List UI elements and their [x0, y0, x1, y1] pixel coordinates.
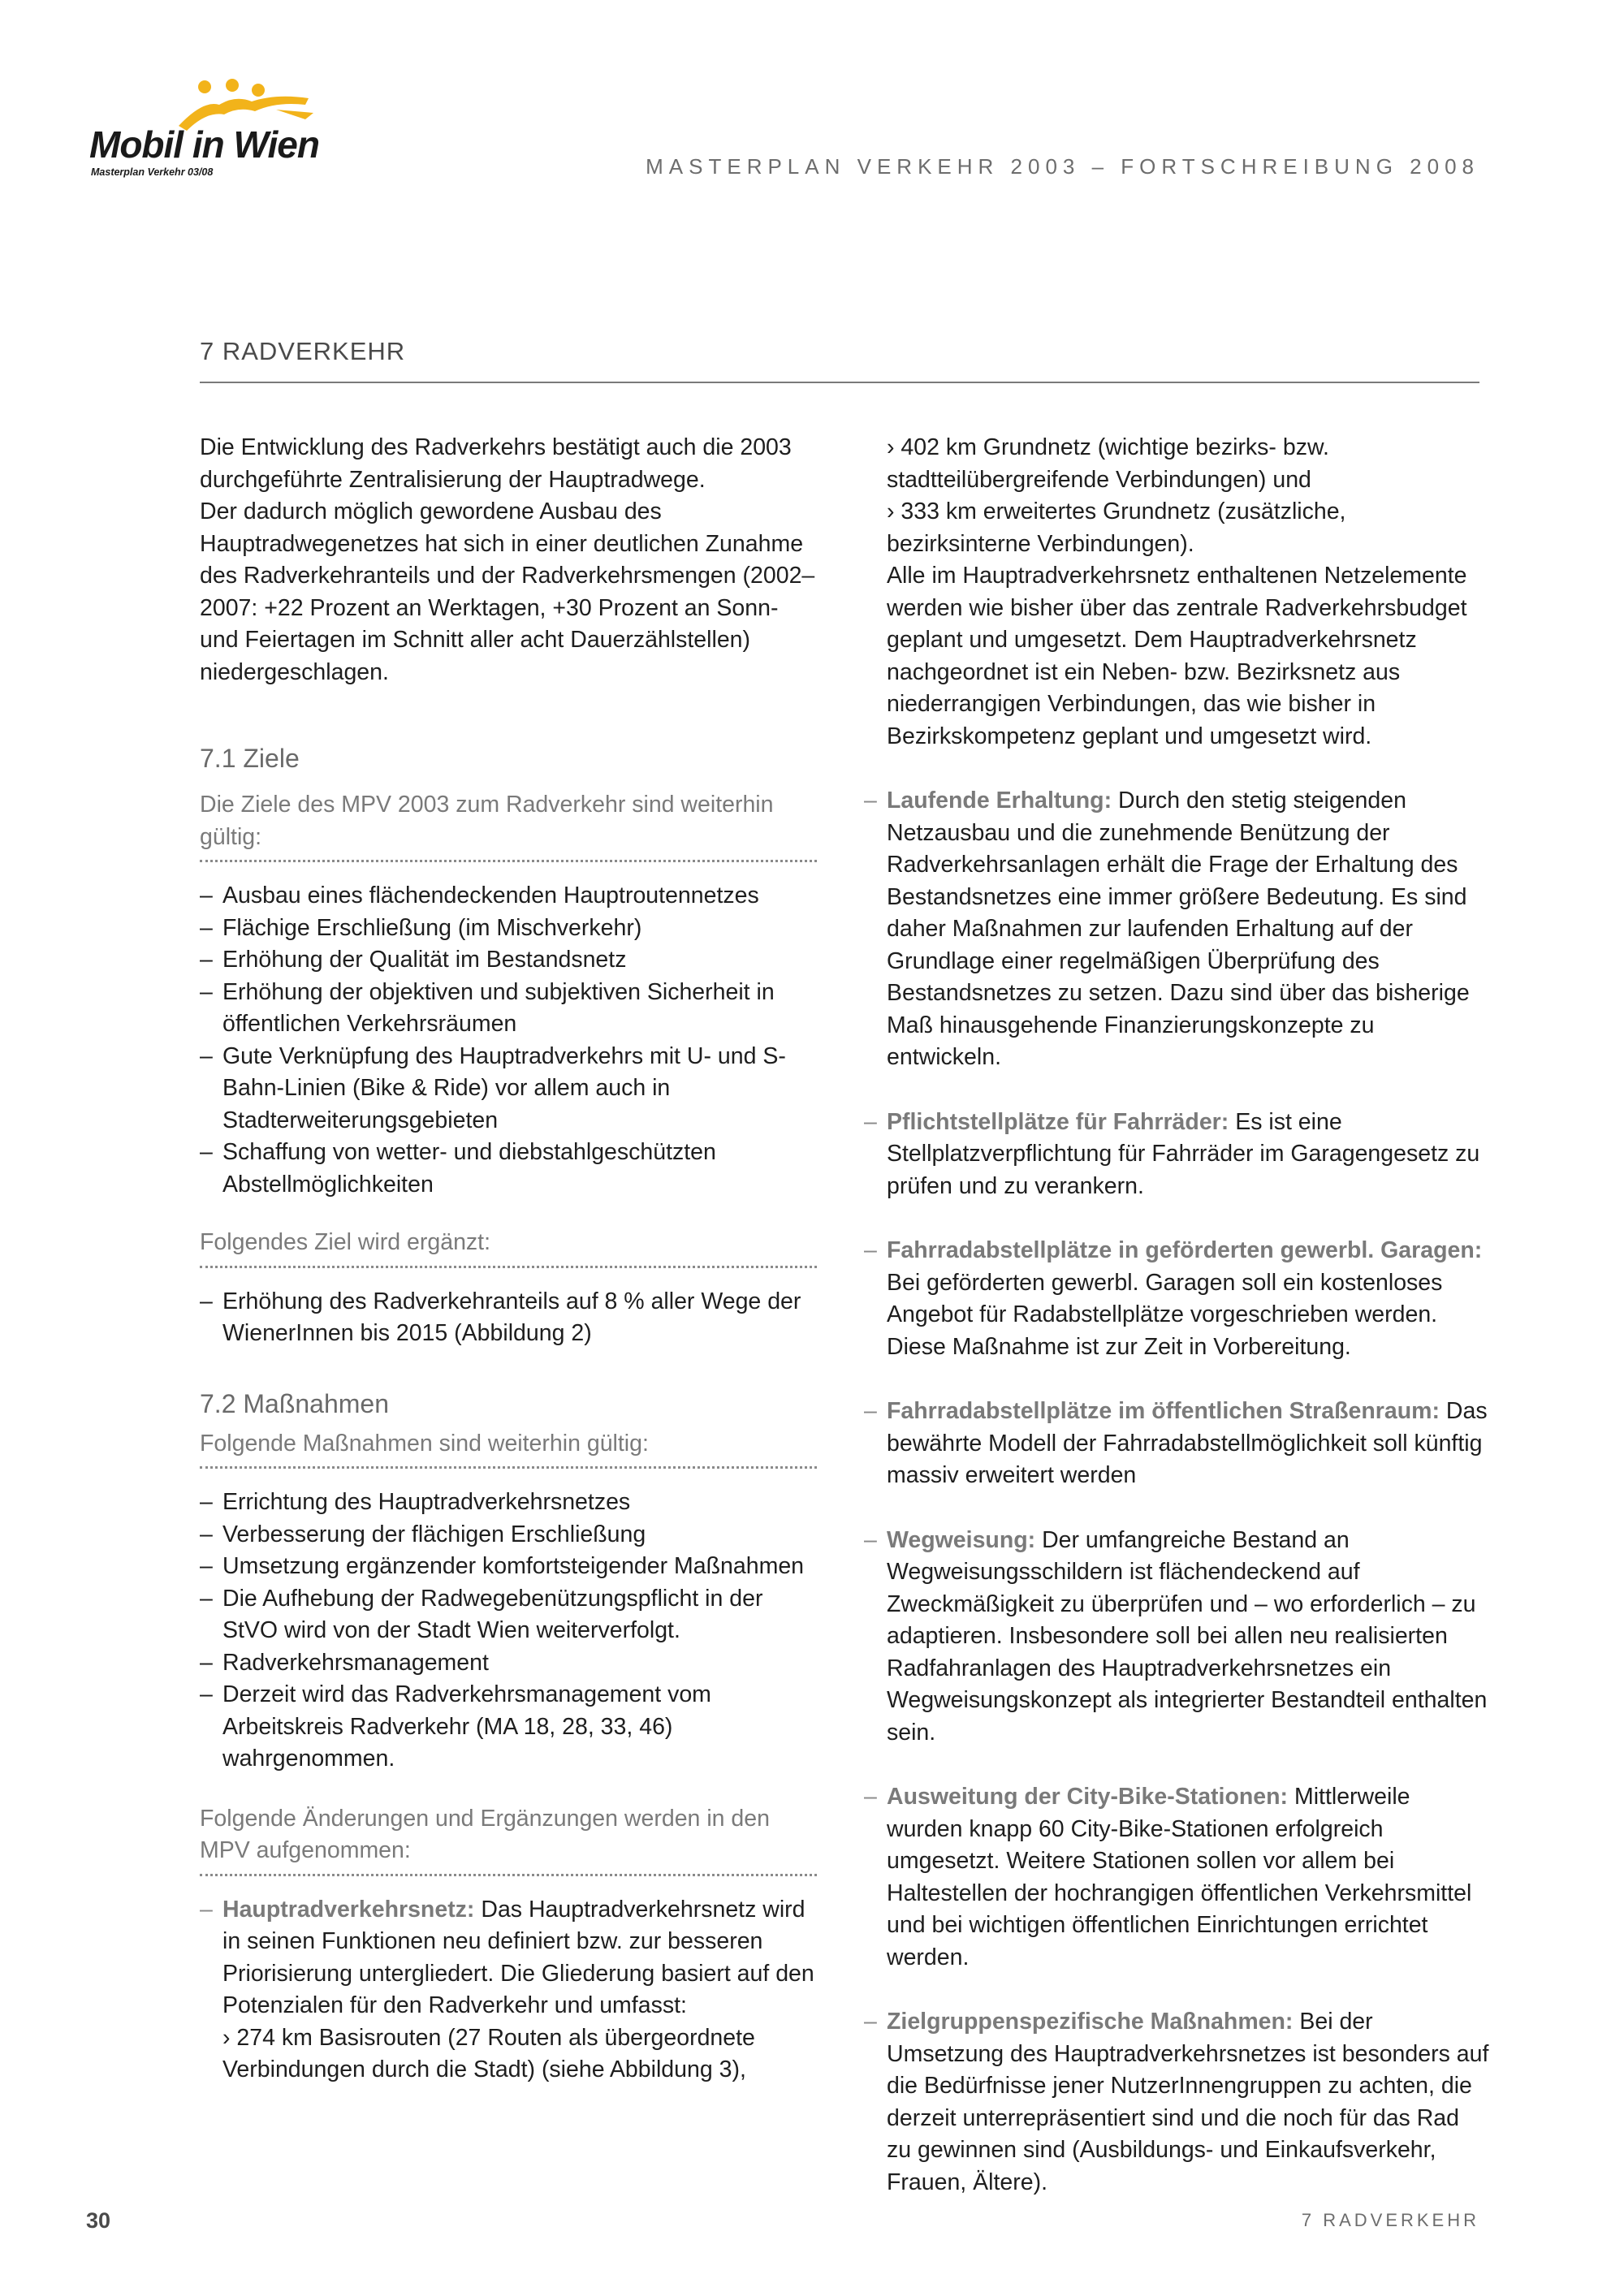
- right-column: [864, 432, 1489, 2199]
- measure-garagen: [864, 1235, 1489, 1363]
- measure-text: Bei geförderten gewerbl. Garagen soll ein kostenloses Angebot für Radabstellplätze vorgeschrieben werden. Diese Maßnahme ist zur Zeit in Vorbereitung.: [887, 1269, 1443, 1360]
- list-item: – Erhöhung der objektiven und subjektiven Sicherheit in öffentlichen Verkehrsräumen: [200, 977, 817, 1041]
- logo: [89, 77, 325, 183]
- measure-zielgruppen: [864, 2006, 1489, 2199]
- network-item-basisrouten: › 274 km Basisrouten (27 Routen als übergeordnete Verbindungen durch die Stadt) (siehe Abbildung 3),: [222, 2024, 755, 2082]
- list-item: – Umsetzung ergänzender komfortsteigender Maßnahmen: [200, 1551, 817, 1583]
- goals-intro: Die Ziele des MPV 2003 zum Radverkehr sind weiterhin gültig:: [200, 789, 817, 862]
- measure-pflichtstellplaetze: [864, 1107, 1489, 1203]
- changes-intro: Folgende Änderungen und Ergänzungen werden in den MPV aufgenommen:: [200, 1803, 817, 1876]
- left-column: [200, 432, 817, 2087]
- added-goals-list: [200, 1286, 817, 1350]
- footer-chapter-title: 7 RADVERKEHR: [1301, 2210, 1479, 2230]
- measure-text: Der umfangreiche Bestand an Wegweisungsschildern ist flächendeckend auf Zweckmäßigkeit zu überprüfen und – wo erforderlich – zu adaptieren. Insbesondere soll bei allen neu realisierten Radfahranlagen des Hauptradverkehrsnetzes ein Wegweisungskonzept als integrierter Bestandteil enthalten sein.: [887, 1526, 1488, 1746]
- measure-label: Laufende Erhaltung:: [887, 788, 1112, 814]
- measure-wegweisung: [864, 1525, 1489, 1750]
- network-item-grundnetz: › 402 km Grundnetz (wichtige bezirks- bzw. stadtteilübergreifende Verbindungen) und: [887, 434, 1329, 493]
- list-item: – Schaffung von wetter- und diebstahlgeschützten Abstellmöglichkeiten: [200, 1137, 817, 1201]
- network-continuation: [864, 432, 1489, 753]
- intro-paragraph-1: Die Entwicklung des Radverkehrs bestätigt auch die 2003 durchgeführte Zentralisierung der Hauptradwege.: [200, 434, 792, 493]
- list-item: – Die Aufhebung der Radwegebenützungspflicht in der StVO wird von der Stadt Wien weiterverfolgt.: [200, 1583, 817, 1647]
- list-item: – Erhöhung des Radverkehranteils auf 8 % aller Wege der WienerInnen bis 2015 (Abbildung 2): [200, 1286, 817, 1350]
- measure-text: Bei der Umsetzung des Hauptradverkehrsnetzes ist besonders auf die Bedürfnisse jener NutzerInnengruppen zu achten, die derzeit unterrepräsentiert sind und die noch für das Rad zu gewinnen sind (Ausbildungs- und Einkaufsverkehr, Frauen, Ältere).: [887, 2009, 1489, 2195]
- document-header-title: MASTERPLAN VERKEHR 2003 – FORTSCHREIBUNG 2008: [646, 154, 1479, 179]
- measure-label: Hauptradverkehrsnetz:: [222, 1896, 475, 1923]
- list-item: – Verbesserung der flächigen Erschließung: [200, 1519, 817, 1552]
- measure-text: Das bewährte Modell der Fahrradabstellmöglichkeit soll künftig massiv erweitert werden: [887, 1398, 1488, 1488]
- measure-label: Fahrradabstellplätze im öffentlichen Straßenraum:: [887, 1398, 1440, 1424]
- measure-label: Wegweisung:: [887, 1526, 1036, 1553]
- list-item: – Derzeit wird das Radverkehrsmanagement vom Arbeitskreis Radverkehr (MA 18, 28, 33, 46) wahrgenommen.: [200, 1679, 817, 1776]
- measure-label: Zielgruppenspezifische Maßnahmen:: [887, 2009, 1294, 2035]
- measure-text: Mittlerweile wurden knapp 60 City-Bike-Stationen erfolgreich umgesetzt. Weitere Stationen sollen vor allem bei Haltestellen der hochrangigen öffentlichen Verkehrsmittel und bei wichtigen öffentlichen Einrichtungen errichtet werden.: [887, 1784, 1472, 1970]
- network-description: Alle im Hauptradverkehrsnetz enthaltenen Netzelemente werden wie bisher über das zentrale Radverkehrsbudget geplant und umgesetzt. Dem Hauptradverkehrsnetz nachgeordnet ist ein Neben- bzw. Bezirksnetz aus niederrangigen Verbindungen, das wie bisher in Bezirkskompetenz geplant und umgesetzt wird.: [887, 563, 1467, 749]
- measure-label: Fahrradabstellplätze in geförderten gewerbl. Garagen:: [887, 1237, 1483, 1263]
- measure-laufende-erhaltung: [864, 785, 1489, 1074]
- measure-city-bike: [864, 1781, 1489, 1974]
- section-title: 7 RADVERKEHR: [200, 337, 406, 365]
- measure-text: Das Hauptradverkehrsnetz wird in seinen Funktionen neu definiert bzw. zur besseren Priorisierung untergliedert. Die Gliederung basiert auf den Potenzialen für den Radverkehr und umfasst:: [222, 1896, 814, 2018]
- logo-wordmark: Mobil in Wien: [89, 123, 319, 166]
- page-number: 30: [86, 2208, 111, 2233]
- measure-strassenraum: [864, 1396, 1489, 1492]
- measure-label: Pflichtstellplätze für Fahrräder:: [887, 1108, 1229, 1135]
- network-item-erweitertes-grundnetz: › 333 km erweitertes Grundnetz (zusätzliche, bezirksinterne Verbindungen).: [887, 498, 1346, 557]
- measures-intro: Folgende Maßnahmen sind weiterhin gültig:: [200, 1428, 817, 1470]
- intro-paragraph-2: Der dadurch möglich gewordene Ausbau des Hauptradwegenetzes hat sich in einer deutlichen Zunahme des Radverkehranteils und der Radverkehrsmengen (2002–2007: +22 Prozent an Werktagen, +30 Prozent an Sonn- und Feiertagen im Schnitt aller acht Dauerzählstellen) niedergeschlagen.: [200, 498, 815, 685]
- list-item: – Ausbau eines flächendeckenden Hauptroutennetzes: [200, 880, 817, 913]
- logo-subtitle: Masterplan Verkehr 03/08: [91, 166, 214, 178]
- list-item: – Flächige Erschließung (im Mischverkehr): [200, 913, 817, 945]
- measure-text: Durch den stetig steigenden Netzausbau und die zunehmende Benützung der Radverkehrsanlagen erhält die Frage der Erhaltung des Bestandsnetzes eine immer größere Bedeutung. Es sind daher Maßnahmen zur laufenden Erhaltung auf der Grundlage einer regelmäßigen Überprüfung des Bestandsnetzes zu setzen. Dazu sind über das bisherige Maß hinausgehende Finanzierungskonzepte zu entwickeln.: [887, 788, 1470, 1070]
- subsection-title-ziele: 7.1 Ziele: [200, 744, 300, 773]
- added-goal-intro: Folgendes Ziel wird ergänzt:: [200, 1227, 817, 1268]
- list-item: – Erhöhung der Qualität im Bestandsnetz: [200, 944, 817, 977]
- measures-list: [200, 1487, 817, 1776]
- section-divider: [200, 382, 1479, 383]
- goals-list: [200, 880, 817, 1201]
- list-item: – Radverkehrsmanagement: [200, 1647, 817, 1680]
- list-item: – Gute Verknüpfung des Hauptradverkehrs mit U- und S-Bahn-Linien (Bike & Ride) vor allem auch in Stadterweiterungsgebieten: [200, 1041, 817, 1137]
- subsection-title-massnahmen: 7.2 Maßnahmen: [200, 1388, 390, 1418]
- measure-label: Ausweitung der City-Bike-Stationen:: [887, 1784, 1289, 1810]
- measure-text: Es ist eine Stellplatzverpflichtung für Fahrräder im Garagengesetz zu prüfen und zu verankern.: [887, 1108, 1480, 1199]
- measure-hauptradverkehrsnetz: [200, 1894, 817, 2087]
- list-item: – Errichtung des Hauptradverkehrsnetzes: [200, 1487, 817, 1519]
